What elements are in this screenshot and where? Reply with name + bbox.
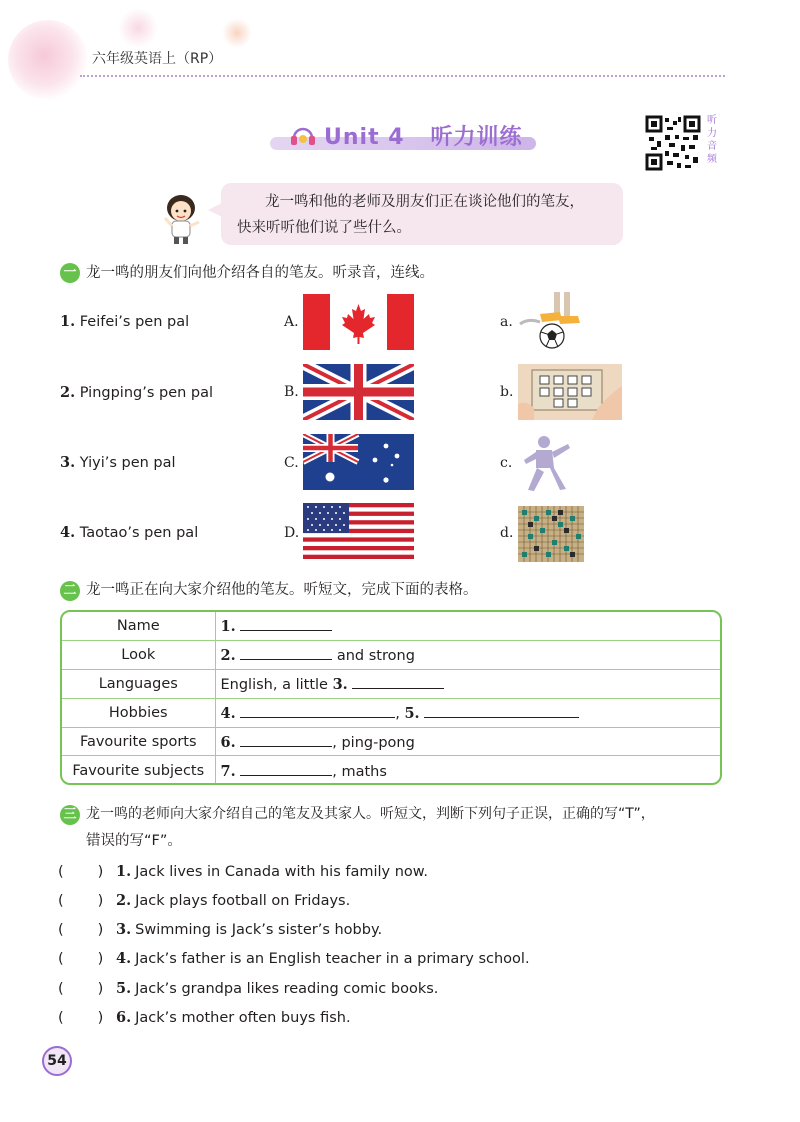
option-label-a: A. xyxy=(284,314,299,330)
row-label: Favourite subjects xyxy=(62,756,215,785)
answer-blank[interactable] xyxy=(240,762,332,776)
qr-audio-label: 听力音频 xyxy=(707,115,717,165)
picture-label-d: d. xyxy=(500,525,514,541)
picture-label-b: b. xyxy=(500,384,514,400)
uk-flag-icon xyxy=(303,364,414,420)
answer-bracket[interactable]: ( ) xyxy=(58,981,104,997)
row-answer: English, a little 3. xyxy=(215,670,720,699)
true-false-item-4: ( ) 4. Jack’s father is an English teacher in a primary school. xyxy=(58,950,530,967)
picture-label-a: a. xyxy=(500,314,513,330)
petal-decoration xyxy=(222,18,252,48)
match-item-4: 4. Taotao’s pen pal xyxy=(60,524,199,541)
intro-line-1: 龙一鸣和他的老师及朋友们正在谈论他们的笔友， xyxy=(265,194,584,210)
blossom-decoration xyxy=(8,20,88,100)
girl-avatar-icon xyxy=(155,190,211,246)
match-item-1: 1. Feifei’s pen pal xyxy=(60,313,190,330)
table-row xyxy=(62,698,720,727)
table-row xyxy=(62,727,720,756)
row-label: Hobbies xyxy=(62,698,215,727)
bubble-tail xyxy=(208,203,222,217)
section-3-badge: 三 xyxy=(60,805,80,825)
row-label: Languages xyxy=(62,670,215,699)
canada-flag-icon xyxy=(303,294,414,350)
option-label-c: C. xyxy=(284,455,299,471)
usa-flag-icon xyxy=(303,503,414,559)
true-false-item-1: ( ) 1. Jack lives in Canada with his family now. xyxy=(58,863,428,880)
row-answer: 6. , ping-pong xyxy=(215,727,720,756)
answer-blank[interactable] xyxy=(240,733,332,747)
header-divider xyxy=(80,75,725,77)
chinese-chess-icon xyxy=(518,364,622,420)
answer-blank[interactable] xyxy=(240,617,332,631)
section-1-instruction: 龙一鸣的朋友们向他介绍各自的笔友。听录音，连线。 xyxy=(86,265,434,281)
headphone-icon xyxy=(290,124,316,146)
intro-speech-bubble xyxy=(221,183,623,245)
match-item-3: 3. Yiyi’s pen pal xyxy=(60,454,176,471)
table-row xyxy=(62,612,720,641)
petal-decoration xyxy=(118,8,158,48)
row-label: Favourite sports xyxy=(62,727,215,756)
option-label-b: B. xyxy=(284,384,299,400)
option-label-d: D. xyxy=(284,525,300,541)
table-row xyxy=(62,641,720,670)
answer-blank[interactable] xyxy=(424,704,579,718)
intro-line-2: 快来听听他们说了些什么。 xyxy=(237,220,411,236)
picture-label-c: c. xyxy=(500,455,513,471)
true-false-item-5: ( ) 5. Jack’s grandpa likes reading comic books. xyxy=(58,980,439,997)
true-false-item-3: ( ) 3. Swimming is Jack’s sister’s hobby. xyxy=(58,921,383,938)
pen-pal-info-table xyxy=(60,610,722,785)
table-row xyxy=(62,670,720,699)
australia-flag-icon xyxy=(303,434,414,490)
answer-blank[interactable] xyxy=(240,646,332,660)
section-1-badge: 一 xyxy=(60,263,80,283)
row-answer: 4. , 5. xyxy=(215,698,720,727)
true-false-item-2: ( ) 2. Jack plays football on Fridays. xyxy=(58,892,351,909)
qr-code-icon[interactable] xyxy=(645,115,701,171)
answer-blank[interactable] xyxy=(352,675,444,689)
row-answer: 7. , maths xyxy=(220,762,387,780)
answer-bracket[interactable]: ( ) xyxy=(58,864,104,880)
row-label: Look xyxy=(62,641,215,670)
answer-bracket[interactable]: ( ) xyxy=(58,951,104,967)
go-board-icon xyxy=(518,506,584,562)
row-answer: 2. and strong xyxy=(215,641,720,670)
football-icon xyxy=(518,292,588,350)
section-2-instruction: 龙一鸣正在向大家介绍他的笔友。听短文，完成下面的表格。 xyxy=(86,582,478,598)
section-2-badge: 二 xyxy=(60,581,80,601)
answer-blank[interactable] xyxy=(240,704,395,718)
answer-bracket[interactable]: ( ) xyxy=(58,1010,104,1026)
unit-title: Unit 4 听力训练 xyxy=(324,125,523,150)
row-label: Name xyxy=(62,612,215,641)
kung-fu-icon xyxy=(518,434,574,492)
row-answer: 1. xyxy=(215,612,720,641)
section-3-instruction-line-2: 错误的写“F”。 xyxy=(86,833,182,849)
table-row xyxy=(62,756,720,785)
answer-bracket[interactable]: ( ) xyxy=(58,893,104,909)
answer-bracket[interactable]: ( ) xyxy=(58,922,104,938)
book-title: 六年级英语上（RP） xyxy=(92,51,223,67)
section-3-instruction-line-1: 龙一鸣的老师向大家介绍自己的笔友及其家人。听短文，判断下列句子正误，正确的写“T”， xyxy=(86,806,655,822)
true-false-item-6: ( ) 6. Jack’s mother often buys fish. xyxy=(58,1009,351,1026)
page-number: 54 xyxy=(42,1046,72,1076)
match-item-2: 2. Pingping’s pen pal xyxy=(60,384,214,401)
